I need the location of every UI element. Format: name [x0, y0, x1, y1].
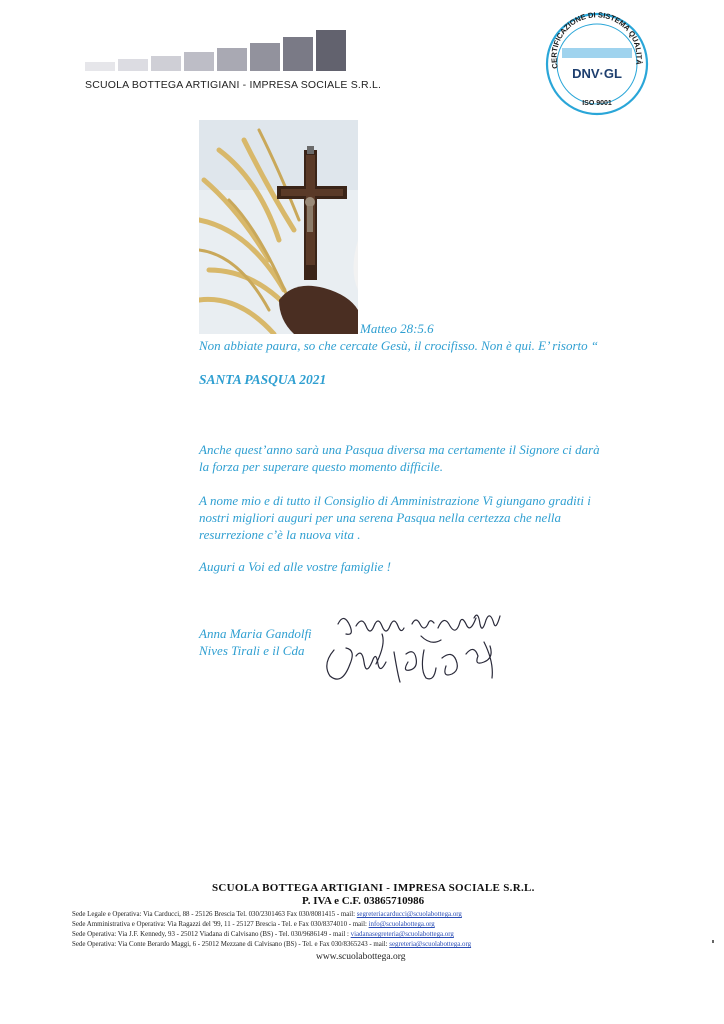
company-header-name: SCUOLA BOTTEGA ARTIGIANI - IMPRESA SOCIALE S.R.L. [85, 79, 382, 91]
logo-bar [85, 62, 115, 71]
paragraph-line: A nome mio e di tutto il Consiglio di Amministrazione Vi giungano graditi i [199, 493, 591, 508]
stepped-bars-logo-icon [85, 26, 355, 71]
logo-bar [151, 56, 181, 71]
signer-name-1: Anna Maria Gandolfi [199, 626, 312, 641]
paragraph-line: la forza per superare questo momento difficile. [199, 459, 443, 474]
logo-bar [316, 30, 346, 71]
email-link[interactable]: segreteriacarducci@scuolabottega.org [356, 911, 462, 918]
palm-and-crucifix-photo [199, 120, 358, 334]
email-link[interactable]: info@scuolabottega.org [368, 921, 435, 928]
seal-brand: DNV·GL [572, 66, 622, 81]
footer-website-link[interactable]: www.scuolabottega.org [316, 952, 406, 962]
email-link[interactable]: segreteria@scuolabottega.org [389, 941, 472, 948]
paragraph-2 [199, 492, 679, 543]
footer-company-name: SCUOLA BOTTEGA ARTIGIANI - IMPRESA SOCIALE S.R.L. [212, 882, 535, 894]
logo-bar [184, 52, 214, 71]
dnv-gl-seal-icon [538, 8, 656, 116]
address-text: Sede Amministrativa e Operativa: Via Ragazzi del '99, 11 - 25127 Brescia - Tel. e Fax 030/8374010 - mail: [72, 921, 369, 928]
handwritten-signature [316, 604, 516, 694]
scan-speck [712, 940, 714, 943]
address-text: Sede Operativa: Via Conte Berardo Maggi, 6 - 25012 Mezzane di Calvisano (BS) - Tel. e Fax 030/8365243 - mail: [72, 941, 390, 948]
footer-address-line [72, 941, 471, 949]
logo-bar [250, 43, 280, 71]
paragraph-line: nostri migliori auguri per una serena Pasqua nella certezza che nella [199, 510, 562, 525]
address-text: Sede Legale e Operativa: Via Carducci, 88 - 25126 Brescia Tel. 030/2301463 Fax 030/8081415 - mail: [72, 911, 357, 918]
footer-vat: P. IVA e C.F. 03865710986 [302, 895, 425, 907]
logo-bar [283, 37, 313, 71]
paragraph-line: resurrezione c’è la nuova vita . [199, 527, 361, 542]
paragraph-line: Anche quest’anno sarà una Pasqua diversa ma certamente il Signore ci darà [199, 442, 600, 457]
footer-address-line [72, 931, 454, 939]
logo-bar [118, 59, 148, 71]
email-link[interactable]: viadanasegreteria@scuolabottega.org [350, 931, 454, 938]
signer-name-2: Nives Tirali e il Cda [199, 643, 305, 658]
certification-seal [538, 8, 656, 116]
footer-address-line [72, 911, 462, 919]
seal-standard: ISO 9001 [582, 100, 612, 107]
verse-quote: Non abbiate paura, so che cercate Gesù, il crocifisso. Non è qui. E’ risorto “ [199, 338, 599, 353]
closing-greeting: Auguri a Voi ed alle vostre famiglie ! [199, 559, 391, 574]
verse-reference: Matteo 28:5.6 [360, 321, 434, 336]
letter-title: SANTA PASQUA 2021 [199, 372, 327, 387]
seal-ring-text: CERTIFICAZIONE DI SISTEMA QUALITÀ [549, 10, 644, 70]
address-text: Sede Operativa: Via J.F. Kennedy, 93 - 25012 Viadana di Calvisano (BS) - Tel. 030/9686149 - mail : [72, 931, 351, 938]
logo-bar [217, 48, 247, 71]
paragraph-1 [199, 441, 679, 475]
footer-address-line [72, 921, 435, 929]
